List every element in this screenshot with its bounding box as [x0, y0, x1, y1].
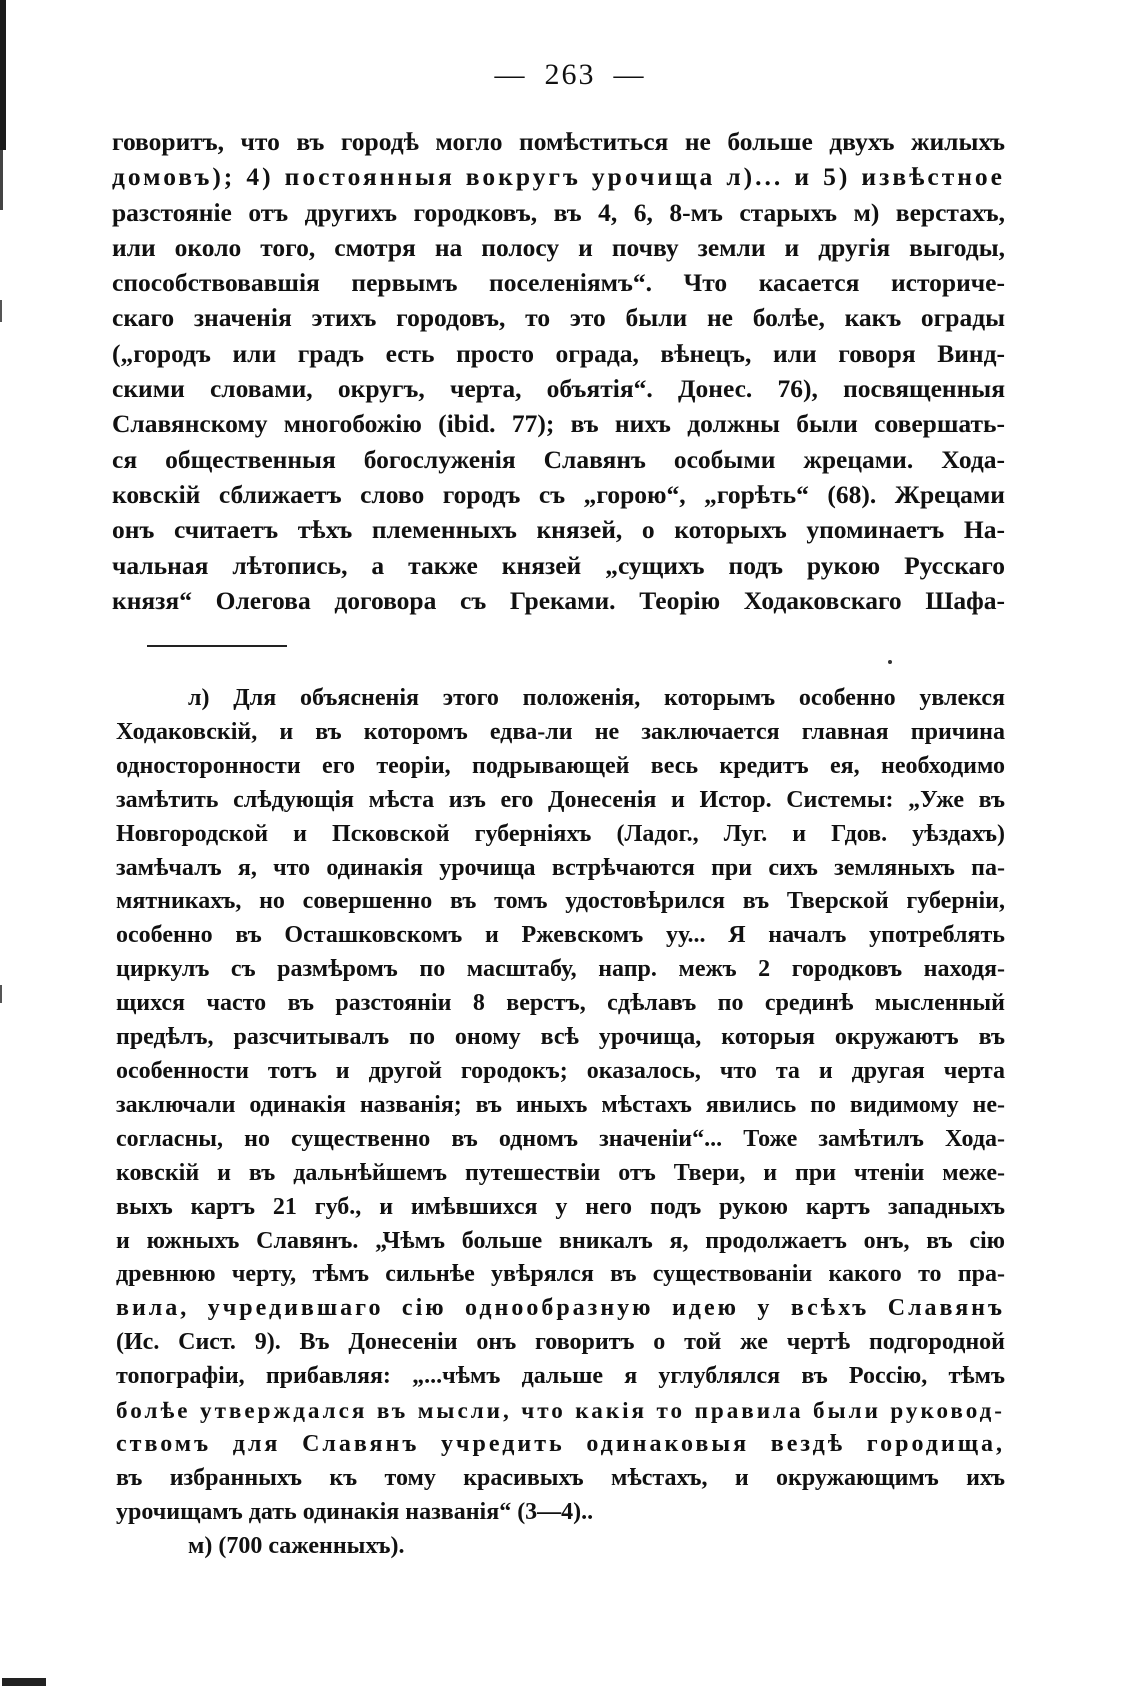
main-text [112, 124, 1005, 618]
footnote-line: заключали одинакія названія; въ иныхъ мѣстахъ явились по видимому не- [116, 1091, 1005, 1118]
footnote-line: щихся часто въ разстояніи 8 верстъ, сдѣлавъ по срединѣ мысленный [116, 990, 1005, 1017]
scan-edge-tick [0, 985, 2, 1003]
footnote-line: урочищамъ дать одинакія названія“ (3—4).. [116, 1498, 594, 1525]
footnote-separator [147, 645, 287, 647]
footnote-line: особенности тотъ и другой городокъ; оказалось, что та и другая черта [116, 1057, 1005, 1084]
text-line: или около того, смотря на полосу и почву земли и другія выгоды, [112, 232, 1005, 262]
text-line: Славянскому многобожію (ibid. 77); въ нихъ должны были совершать- [112, 409, 1005, 439]
text-line: („городъ или градъ есть просто ограда, вѣнецъ, или говоря Винд- [112, 338, 1005, 368]
footnote-line: особенно въ Осташковскомъ и Ржевскомъ уу... Я началъ употреблять [116, 922, 1005, 949]
footnote-line: вила, учредившаго сію однообразную идею у всѣхъ Славянъ [116, 1295, 1005, 1322]
footnote-line: (Ис. Сист. 9). Въ Донесеніи онъ говоритъ о той же чертѣ подгородной [116, 1329, 1005, 1356]
footnote-line: мятникахъ, но совершенно въ томъ удостовѣрился въ Тверской губерніи, [116, 888, 1005, 915]
scan-edge-mark [0, 150, 3, 210]
footnote-line: въ избранныхъ къ тому красивыхъ мѣстахъ, и окружающимъ ихъ [116, 1464, 1005, 1491]
text-line: ковскій сближаетъ слово городъ съ „горою“, „горѣть“ (68). Жрецами [112, 479, 1005, 509]
footnote-line: ствомъ для Славянъ учредить одинаковыя вездѣ городища, [116, 1430, 1005, 1457]
text-line: скаго значенія этихъ городовъ, то это были не болѣе, какъ ограды [112, 303, 1005, 333]
page-number [0, 58, 1140, 92]
footnote-line: циркулъ съ размѣромъ по масштабу, напр. межъ 2 городковъ находя- [116, 956, 1005, 983]
footnote-line: Новгородской и Псковской губерніяхъ (Ладог., Луг. и Гдов. уѣздахъ) [116, 820, 1005, 847]
footnote-line: замѣчалъ я, что одинакія урочища встрѣчаются при сихъ земляныхъ па- [116, 854, 1005, 881]
text-line: князя“ Олегова договора съ Греками. Теорію Ходаковскаго Шафа- [112, 585, 1005, 615]
scan-edge-tick [0, 300, 2, 322]
footnote-line: замѣтить слѣдующія мѣста изъ его Донесенія и Истор. Системы: „Уже въ [116, 786, 1005, 813]
footnote-line: предѣлъ, разсчитывалъ по оному всѣ урочища, которыя окружаютъ въ [116, 1024, 1005, 1051]
text-line: онъ считаетъ тѣхъ племенныхъ князей, о которыхъ упоминаетъ На- [112, 515, 1005, 545]
text-line: говоритъ, что въ городѣ могло помѣститься не больше двухъ жилыхъ [112, 127, 1005, 156]
text-line: чальная лѣтопись, а также князей „сущихъ подъ рукою Русскаго [112, 550, 1005, 580]
page-number-dash: — [613, 58, 646, 91]
text-line: скими словами, округъ, черта, объятія“. Донес. 76), посвященныя [112, 374, 1005, 404]
text-line: разстояніе отъ другихъ городковъ, въ 4, 6, 8-мъ старыхъ м) верстахъ, [112, 197, 1005, 227]
footnote-m: м) (700 саженныхъ). [188, 1532, 405, 1559]
footnote-line: и южныхъ Славянъ. „Чѣмъ больше вникалъ я, продолжаетъ онъ, въ сію [116, 1227, 1005, 1254]
footnote-line: односторонности его теоріи, подрывающей весь кредитъ ея, необходимо [116, 752, 1005, 779]
page-number-value: 263 [544, 58, 596, 91]
footnotes [116, 682, 1005, 1564]
footnote-line: болѣе утверждался въ мысли, что какія то правила были руковод- [116, 1397, 1005, 1424]
page-number-dash: — [494, 58, 527, 91]
footnote-line: топографіи, прибавляя: „...чѣмъ дальше я углублялся въ Россію, тѣмъ [116, 1363, 1005, 1390]
footnote-line: древнюю черту, тѣмъ сильнѣе увѣрялся въ существованіи какого то пра- [116, 1261, 1005, 1288]
print-speck [888, 660, 892, 664]
footnote-line: согласны, но существенно въ одномъ значеніи“... Тоже замѣтилъ Хода- [116, 1125, 1005, 1152]
scan-corner-mark [2, 1678, 46, 1686]
footnote-line: Ходаковскій, и въ которомъ едва-ли не заключается главная причина [116, 718, 1005, 745]
text-line: способствовавшія первымъ поселеніямъ“. Что касается историче- [112, 268, 1005, 298]
footnote-line: выхъ картъ 21 губ., и имѣвшихся у него подъ рукою картъ западныхъ [116, 1193, 1005, 1220]
footnote-line: ковскій и въ дальнѣйшемъ путешествіи отъ Твери, и при чтеніи меже- [116, 1159, 1005, 1186]
text-line: домовъ); 4) постоянныя вокругъ урочища л)... и 5) извѣстное [112, 162, 1005, 192]
text-line: ся общественныя богослуженія Славянъ особыми жрецами. Хода- [112, 444, 1005, 474]
footnote-line: л) Для объясненія этого положенія, которымъ особенно увлекся [188, 685, 1005, 711]
